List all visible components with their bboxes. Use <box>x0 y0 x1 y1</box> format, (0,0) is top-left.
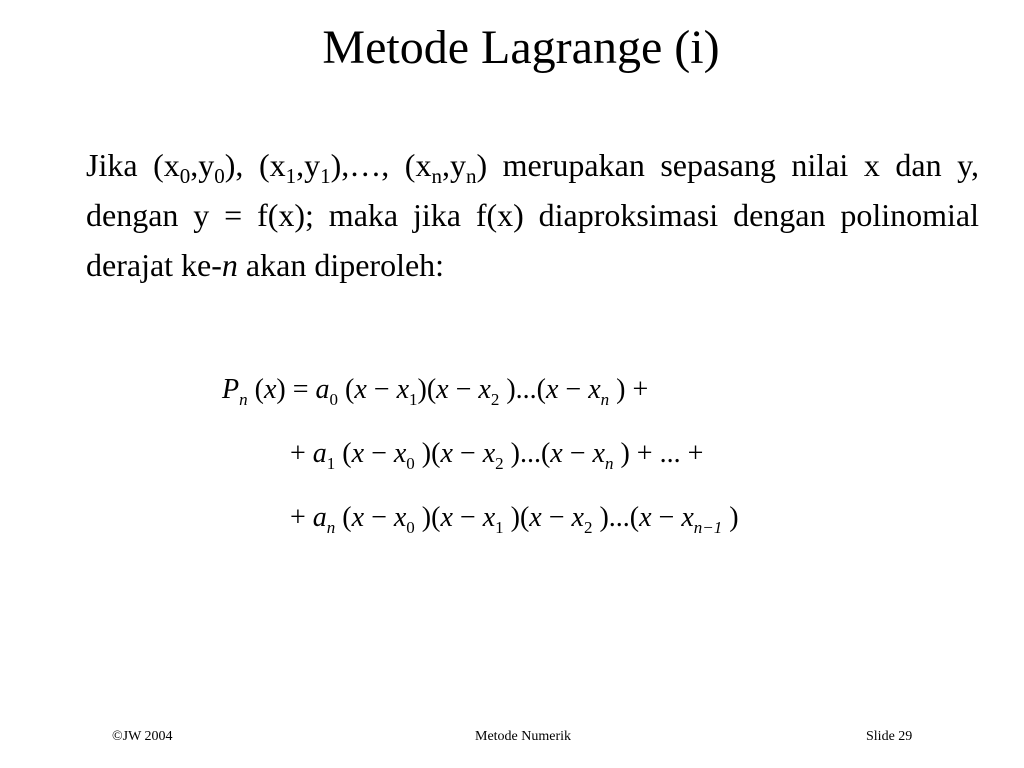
footer-course-name: Metode Numerik <box>475 729 572 744</box>
equation-line-2: + $a_1$ ($x - x_0$ )($x - x_2$ )$...(x - x_n$ ) + ... + <box>290 438 704 473</box>
equation-line-3: + $a_n$ ($x - x_0$ )($x - x_1$ )($x - x_2$ )$...(x - x_{n-1}$ ) <box>290 502 739 537</box>
slide-title: Metode Lagrange (i) <box>322 21 720 74</box>
footer-copyright: ©JW 2004 <box>112 729 173 744</box>
footer-slide-number: Slide 29 <box>866 729 913 744</box>
intro-paragraph: Jika $(x_0,y_0)$, $(x_1,y_1),\dots$, $(x_n,y_n)$ merupakan sepasang nilai x dan y, dengan y = f(x); maka jika f(x) diaproksimasi dengan polinomial derajat ke-n akan diperoleh: <box>86 147 980 283</box>
equation-line-1: $P_n$ $(x) = a_0$ $(x - x_1)(x - x_2$ )$...(x - x_n$ ) + <box>222 374 649 409</box>
